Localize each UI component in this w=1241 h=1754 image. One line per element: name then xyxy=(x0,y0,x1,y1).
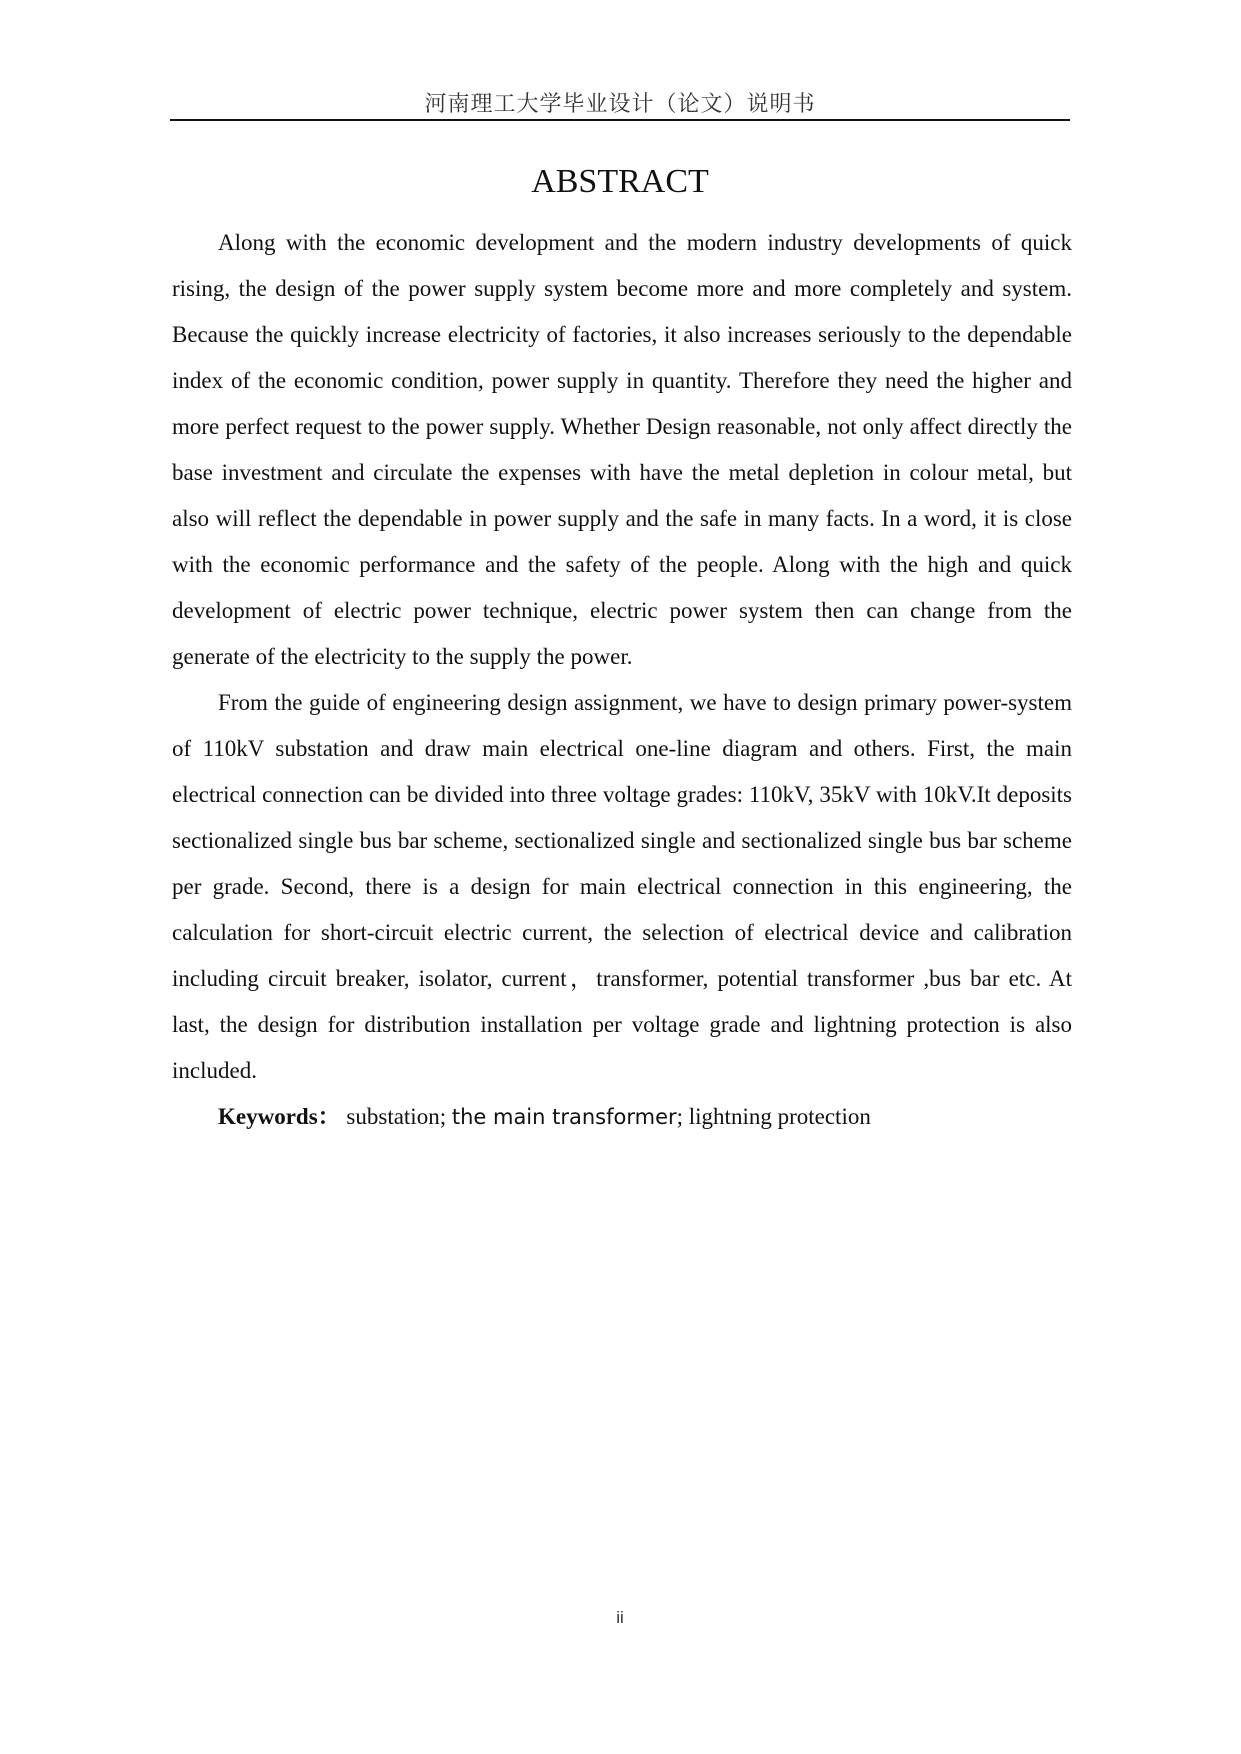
keywords-line xyxy=(172,1094,1072,1140)
abstract-paragraph-2: From the guide of engineering design assignment, we have to design primary power-system of 110kV substation and draw main electrical one-line diagram and others. First, the main electrical connection can be divided into three voltage grades: 110kV, 35kV with 10kV.It deposits sectionalized single bus bar scheme, sectionalized single and sectionalized single bus bar scheme per grade. Second, there is a design for main electrical connection in this engineering, the calculation for short-circuit electric current, the selection of electrical device and calibration including circuit breaker, isolator, current，transformer, potential transformer ,bus bar etc. At last, the design for distribution installation per voltage grade and lightning protection is also included. xyxy=(172,690,1072,1083)
header-rule xyxy=(170,119,1070,121)
page-header: 河南理工大学毕业设计（论文）说明书 xyxy=(424,91,816,116)
keyword-lightning-protection: ; lightning protection xyxy=(676,1104,871,1129)
keyword-substation: substation; xyxy=(340,1104,452,1129)
keywords-label: Keywords： xyxy=(218,1104,341,1129)
abstract-body xyxy=(172,220,1072,1140)
abstract-paragraph-1: Along with the economic development and the modern industry developments of quick rising, the design of the power supply system become more and more completely and system. Because the quickly increase electricity of factories, it also increases seriously to the dependable index of the economic condition, power supply in quantity. Therefore they need the higher and more perfect request to the power supply. Whether Design reasonable, not only affect directly the base investment and circulate the expenses with have the metal depletion in colour metal, but also will reflect the dependable in power supply and the safe in many facts. In a word, it is close with the economic performance and the safety of the people. Along with the high and quick development of electric power technique, electric power system then can change from the generate of the electricity to the supply the power. xyxy=(172,230,1072,669)
keyword-main-transformer: the main transformer xyxy=(451,1105,677,1129)
page-title: ABSTRACT xyxy=(531,163,709,200)
page-number: ii xyxy=(616,1608,624,1627)
